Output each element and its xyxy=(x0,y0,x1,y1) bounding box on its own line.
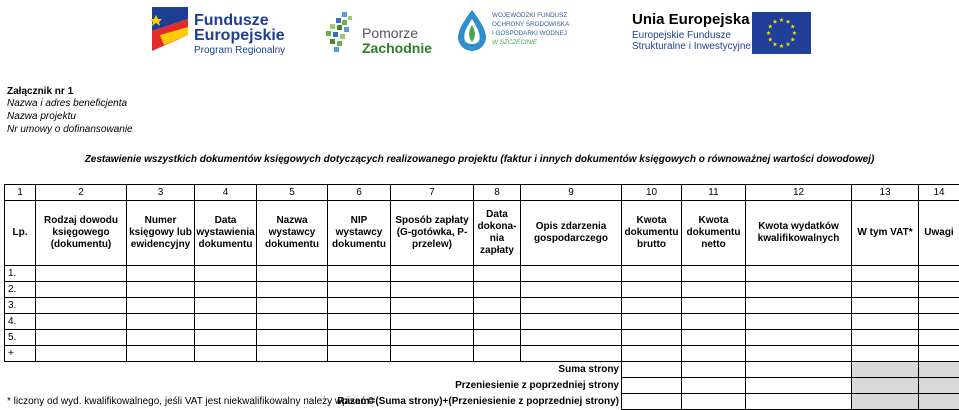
row-number: + xyxy=(5,346,36,362)
table-cell[interactable] xyxy=(746,346,852,362)
table-cell[interactable] xyxy=(682,346,746,362)
agreement-number: Nr umowy o dofinansowanie xyxy=(7,124,133,135)
col-header-net-amount: Kwota dokumentu netto xyxy=(682,201,746,266)
table-cell[interactable] xyxy=(746,266,852,282)
table-cell[interactable] xyxy=(36,282,127,298)
col-header-issuer-nip: NIP wystawcy dokumentu xyxy=(328,201,391,266)
table-cell[interactable] xyxy=(521,346,622,362)
project-name: Nazwa projektu xyxy=(7,111,76,122)
summary-cell[interactable] xyxy=(746,362,852,378)
summary-cell xyxy=(919,362,959,378)
wfos-line2: OCHRONY ŚRODOWISKA xyxy=(492,21,570,28)
summary-label: Razem=(Suma strony)+(Przeniesienie z poprzedniej strony) xyxy=(337,395,619,407)
col-header-eligible-amount: Kwota wydatków kwalifikowalnych xyxy=(746,201,852,266)
table-cell[interactable] xyxy=(919,298,959,314)
table-cell[interactable] xyxy=(328,282,391,298)
table-cell[interactable] xyxy=(852,298,919,314)
summary-row xyxy=(5,378,959,394)
beneficiary-name-address: Nazwa i adres beneficjenta xyxy=(7,98,128,109)
wfos-line4: W SZCZECINIE xyxy=(492,39,538,46)
table-cell[interactable] xyxy=(127,314,195,330)
table-cell[interactable] xyxy=(919,314,959,330)
table-cell[interactable] xyxy=(474,346,521,362)
summary-cell xyxy=(919,394,959,410)
summary-cell[interactable] xyxy=(682,394,746,410)
table-cell[interactable] xyxy=(474,298,521,314)
eu-flag-icon xyxy=(752,12,811,54)
table-cell[interactable] xyxy=(746,330,852,346)
table-cell[interactable] xyxy=(746,298,852,314)
table-cell[interactable] xyxy=(127,346,195,362)
table-cell[interactable] xyxy=(36,298,127,314)
table-cell[interactable] xyxy=(682,330,746,346)
summary-cell xyxy=(852,362,919,378)
summary-row xyxy=(5,362,959,378)
summary-cell[interactable] xyxy=(746,378,852,394)
table-cell[interactable] xyxy=(746,314,852,330)
table-cell[interactable] xyxy=(852,266,919,282)
column-number: 5 xyxy=(257,185,328,201)
table-cell[interactable] xyxy=(257,330,328,346)
table-cell[interactable] xyxy=(257,314,328,330)
summary-cell[interactable] xyxy=(622,362,682,378)
table-cell[interactable] xyxy=(521,298,622,314)
column-number: 2 xyxy=(36,185,127,201)
summary-label: Suma strony xyxy=(558,363,619,375)
table-cell[interactable] xyxy=(36,330,127,346)
table-cell[interactable] xyxy=(391,330,474,346)
table-cell[interactable] xyxy=(622,298,682,314)
wfos-logo xyxy=(456,9,616,55)
fundusze-line3: Program Regionalny xyxy=(194,45,286,56)
column-number: 9 xyxy=(521,185,622,201)
col-header-issuer-name: Nazwa wystawcy dokumentu xyxy=(257,201,328,266)
table-cell[interactable] xyxy=(127,266,195,282)
water-drop-icon xyxy=(456,9,488,53)
table-cell[interactable] xyxy=(622,266,682,282)
summary-label: Przeniesienie z poprzedniej strony xyxy=(455,379,619,391)
table-cell[interactable] xyxy=(746,282,852,298)
table-cell[interactable] xyxy=(474,330,521,346)
column-number: 8 xyxy=(474,185,521,201)
table-cell[interactable] xyxy=(391,266,474,282)
vat-footnote: * liczony od wyd. kwalifikowalnego, jeśli VAT jest niekwalifikowalny należy wpisać 0 xyxy=(7,396,374,407)
col-header-document-type: Rodzaj dowodu księgowego (dokumentu) xyxy=(36,201,127,266)
fundusze-line1: Fundusze xyxy=(194,12,269,29)
table-cell[interactable] xyxy=(919,330,959,346)
table-cell[interactable] xyxy=(682,266,746,282)
column-number: 1 xyxy=(5,185,36,201)
table-cell[interactable] xyxy=(328,314,391,330)
ue-line2: Europejskie Fundusze xyxy=(632,30,731,41)
table-cell[interactable] xyxy=(328,346,391,362)
row-number: 1. xyxy=(5,266,36,282)
table-cell[interactable] xyxy=(622,314,682,330)
row-number: 2. xyxy=(5,282,36,298)
table-cell[interactable] xyxy=(622,330,682,346)
table-cell[interactable] xyxy=(195,314,257,330)
table-cell[interactable] xyxy=(622,282,682,298)
table-cell[interactable] xyxy=(195,346,257,362)
table-cell[interactable] xyxy=(328,266,391,282)
table-cell[interactable] xyxy=(852,314,919,330)
header-row xyxy=(5,201,959,266)
row-number: 3. xyxy=(5,298,36,314)
summary-cell[interactable] xyxy=(622,394,682,410)
table-cell[interactable] xyxy=(257,282,328,298)
table-cell[interactable] xyxy=(391,298,474,314)
table-cell[interactable] xyxy=(328,330,391,346)
col-header-gross-amount: Kwota dokumentu brutto xyxy=(622,201,682,266)
table-cell[interactable] xyxy=(195,282,257,298)
table-cell[interactable] xyxy=(127,330,195,346)
table-cell[interactable] xyxy=(919,282,959,298)
document-title: Zestawienie wszystkich dokumentów księgowych dotyczących realizowanego projektu (faktur i innych dokumentów księgowych o równoważnej wartości dowodowej) xyxy=(84,154,875,165)
wfos-line1: WOJEWÓDZKI FUNDUSZ xyxy=(492,12,568,19)
column-number: 10 xyxy=(622,185,682,201)
fundusze-europejskie-logo xyxy=(150,5,320,55)
summary-cell[interactable] xyxy=(746,394,852,410)
table-row xyxy=(5,346,959,362)
table-cell[interactable] xyxy=(391,346,474,362)
table-cell[interactable] xyxy=(474,314,521,330)
pomorze-line1: Pomorze xyxy=(362,25,419,41)
col-header-issue-date: Data wystawienia dokumentu xyxy=(195,201,257,266)
table-cell[interactable] xyxy=(682,282,746,298)
column-number: 12 xyxy=(746,185,852,201)
table-cell[interactable] xyxy=(127,282,195,298)
pomorze-line2: Zachodnie xyxy=(362,40,433,56)
table-cell[interactable] xyxy=(36,314,127,330)
ue-line3: Strukturalne i Inwestycyjne xyxy=(632,41,751,52)
table-row xyxy=(5,330,959,346)
table-cell[interactable] xyxy=(919,266,959,282)
fundusze-line2: Europejskie xyxy=(194,27,285,44)
table-cell[interactable] xyxy=(682,298,746,314)
fundusze-flag-icon xyxy=(150,5,190,55)
summary-cell xyxy=(919,378,959,394)
table-cell[interactable] xyxy=(127,298,195,314)
row-number: 4. xyxy=(5,314,36,330)
table-row xyxy=(5,282,959,298)
table-cell[interactable] xyxy=(852,330,919,346)
col-header-lp: Lp. xyxy=(5,201,36,266)
table-cell[interactable] xyxy=(36,266,127,282)
col-header-payment-date: Data dokona-nia zapłaty xyxy=(474,201,521,266)
col-header-description: Opis zdarzenia gospodarczego xyxy=(521,201,622,266)
column-number: 4 xyxy=(195,185,257,201)
summary-cell[interactable] xyxy=(622,378,682,394)
ue-line1: Unia Europejska xyxy=(632,11,750,28)
table-cell[interactable] xyxy=(36,346,127,362)
table-cell[interactable] xyxy=(521,282,622,298)
pomorze-mark-icon xyxy=(320,12,360,54)
table-cell[interactable] xyxy=(257,266,328,282)
column-number: 14 xyxy=(919,185,959,201)
summary-cell xyxy=(852,378,919,394)
column-numbers-row xyxy=(5,185,959,201)
column-number: 6 xyxy=(328,185,391,201)
documents-table xyxy=(4,184,959,410)
table-cell[interactable] xyxy=(622,346,682,362)
table-cell[interactable] xyxy=(195,298,257,314)
summary-cell[interactable] xyxy=(682,362,746,378)
wfos-line3: I GOSPODARKI WODNEJ xyxy=(492,30,567,37)
table-cell[interactable] xyxy=(195,330,257,346)
table-cell[interactable] xyxy=(391,282,474,298)
column-number: 11 xyxy=(682,185,746,201)
table-cell[interactable] xyxy=(474,266,521,282)
col-header-accounting-number: Numer księgowy lub ewidencyjny xyxy=(127,201,195,266)
table-cell[interactable] xyxy=(919,346,959,362)
table-cell[interactable] xyxy=(257,346,328,362)
summary-cell xyxy=(852,394,919,410)
col-header-notes: Uwagi xyxy=(919,201,959,266)
table-cell[interactable] xyxy=(257,298,328,314)
table-cell[interactable] xyxy=(195,266,257,282)
table-cell[interactable] xyxy=(521,314,622,330)
attachment-number: Załącznik nr 1 xyxy=(7,86,74,97)
table-cell[interactable] xyxy=(328,298,391,314)
table-cell[interactable] xyxy=(852,346,919,362)
pomorze-zachodnie-logo xyxy=(320,8,433,56)
column-number: 3 xyxy=(127,185,195,201)
col-header-vat: W tym VAT* xyxy=(852,201,919,266)
table-cell[interactable] xyxy=(391,314,474,330)
col-header-payment-method: Sposób zapłaty (G-gotówka, P-przelew) xyxy=(391,201,474,266)
table-cell[interactable] xyxy=(682,314,746,330)
table-row xyxy=(5,266,959,282)
table-row xyxy=(5,298,959,314)
column-number: 7 xyxy=(391,185,474,201)
summary-cell[interactable] xyxy=(682,378,746,394)
column-number: 13 xyxy=(852,185,919,201)
row-number: 5. xyxy=(5,330,36,346)
table-cell[interactable] xyxy=(521,266,622,282)
table-cell[interactable] xyxy=(521,330,622,346)
table-cell[interactable] xyxy=(474,282,521,298)
table-cell[interactable] xyxy=(852,282,919,298)
table-row xyxy=(5,314,959,330)
